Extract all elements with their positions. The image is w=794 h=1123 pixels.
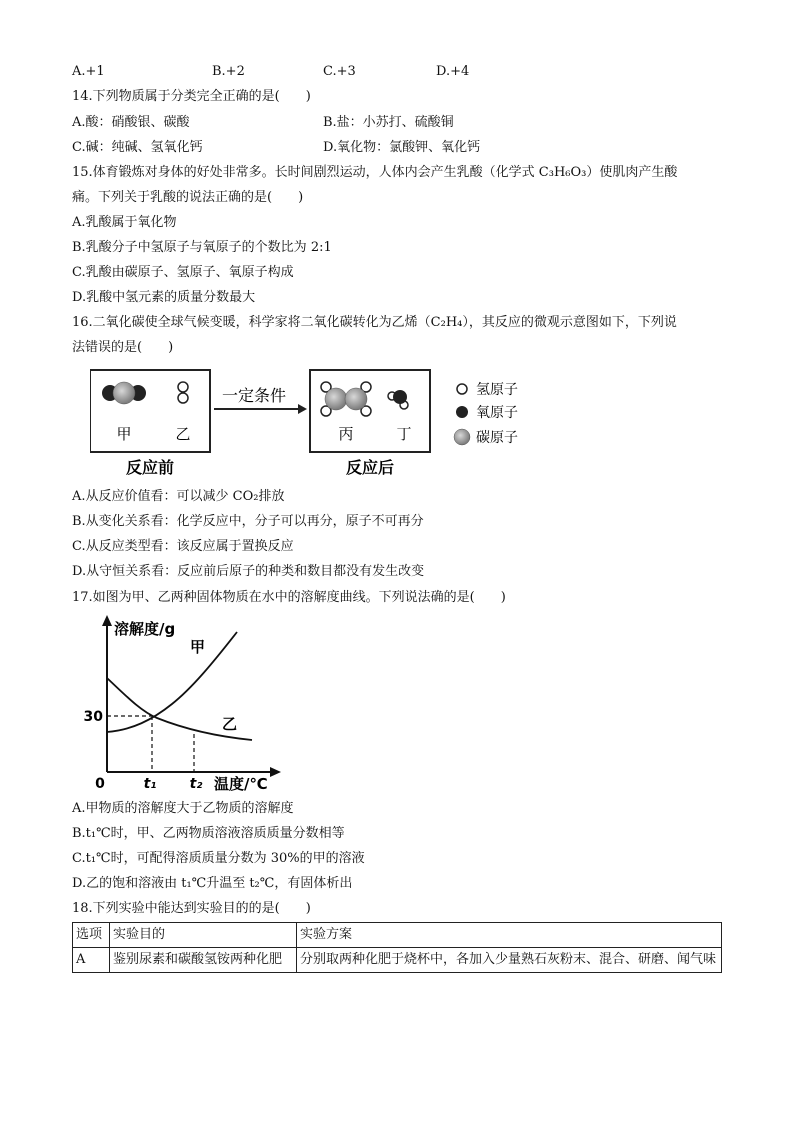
header-plan: 实验方案 [297,923,722,948]
q16-option-c: C.从反应类型看：该反应属于置换反应 [72,539,294,554]
q16-option-b: B.从变化关系看：化学反应中，分子可以再分，原子不可再分 [72,514,424,529]
y-axis-label: 溶解度/g [114,620,176,638]
q14-option-d: D.氧化物：氯酸钾、氧化钙 [323,140,481,155]
co2-molecule [102,382,146,404]
x-tick-t2: t₂ [189,776,203,792]
curve-jia [107,632,237,732]
header-option: 选项 [73,923,110,948]
hydrogen-atom-icon [457,384,467,394]
label-bing: 丙 [338,425,354,443]
reaction-arrowhead [298,404,307,414]
q18-stem: 18.下列实验中能达到实验目的的是( ) [72,901,311,916]
q15-option-b: B.乳酸分子中氢原子与氧原子的个数比为 2:1 [72,240,332,255]
q14-option-b: B.盐：小苏打、硫酸铜 [323,115,454,130]
legend-carbon: 碳原子 [476,430,518,446]
h2-molecule [178,382,188,403]
series-label-jia: 甲 [190,638,206,656]
row-a-purpose: 鉴别尿素和碳酸氢铵两种化肥 [110,948,297,973]
experiment-table [72,922,722,973]
label-yi: 乙 [175,425,191,443]
arrow-label: 一定条件 [221,386,287,405]
x-axis-label: 温度/℃ [214,775,268,792]
q16-option-d: D.从守恒关系看：反应前后原子的种类和数目都没有发生改变 [72,564,425,579]
origin-label: 0 [95,776,105,792]
q17-option-c: C.t₁℃时，可配得溶质质量分数为 30%的甲的溶液 [72,851,365,866]
q14-option-a: A.酸：硝酸银、碳酸 [72,115,190,130]
q17-option-b: B.t₁℃时，甲、乙两物质溶液溶质质量分数相等 [72,826,345,841]
q15-stem-line2: 痛。下列关于乳酸的说法正确的是( ) [72,190,304,205]
table-row [73,948,722,973]
q16-option-a: A.从反应价值看：可以减少 CO₂排放 [72,489,285,504]
y-tick-30: 30 [83,709,103,725]
h2o-molecule [388,390,408,409]
q17-option-a: A.甲物质的溶解度大于乙物质的溶解度 [72,801,294,816]
header-purpose: 实验目的 [110,923,297,948]
solubility-graph [72,612,312,792]
label-jia: 甲 [116,425,132,443]
label-ding: 丁 [396,425,412,443]
q13-option-a: A.+1 [72,64,105,79]
caption-before: 反应前 [125,458,175,477]
q15-stem-line1: 15.体育锻炼对身体的好处非常多。长时间剧烈运动，人体内会产生乳酸（化学式 C₃H₆O₃）使肌肉产生酸 [72,165,678,180]
oxygen-atom-icon [456,406,468,418]
series-label-yi: 乙 [222,715,238,733]
before-box [90,370,210,452]
q16-stem-line2: 法错误的是( ) [72,340,174,355]
q13-option-c: C.+3 [323,64,356,79]
q13-option-d: D.+4 [436,64,470,79]
q14-stem: 14.下列物质属于分类完全正确的是( ) [72,89,311,104]
legend-oxygen: 氧原子 [476,405,518,421]
q15-option-d: D.乳酸中氢元素的质量分数最大 [72,290,256,305]
q14-option-c: C.碱：纯碱、氢氧化钙 [72,140,203,155]
q17-option-d: D.乙的饱和溶液由 t₁℃升温至 t₂℃，有固体析出 [72,876,353,891]
q15-option-a: A.乳酸属于氧化物 [72,215,177,230]
q13-option-b: B.+2 [212,64,245,79]
y-axis-arrow [102,615,112,626]
row-a-plan: 分别取两种化肥于烧杯中，各加入少量熟石灰粉末、混合、研磨、闻气味 [297,948,722,973]
x-tick-t1: t₁ [143,776,157,792]
table-header-row [73,923,722,948]
legend [454,382,518,446]
q17-stem: 17.如图为甲、乙两种固体物质在水中的溶解度曲线。下列说法确的是( ) [72,590,506,605]
x-axis-arrow [270,767,281,777]
q16-stem-line1: 16.二氧化碳使全球气候变暖，科学家将二氧化碳转化为乙烯（C₂H₄），其反应的微观示意图如下，下列说 [72,315,677,330]
c2h4-molecule [321,382,371,416]
reaction-diagram [90,365,550,483]
q15-option-c: C.乳酸由碳原子、氢原子、氧原子构成 [72,265,294,280]
legend-hydrogen: 氢原子 [476,382,518,398]
row-a-option: A [73,948,110,973]
carbon-atom-icon [454,429,470,445]
caption-after: 反应后 [345,458,395,477]
